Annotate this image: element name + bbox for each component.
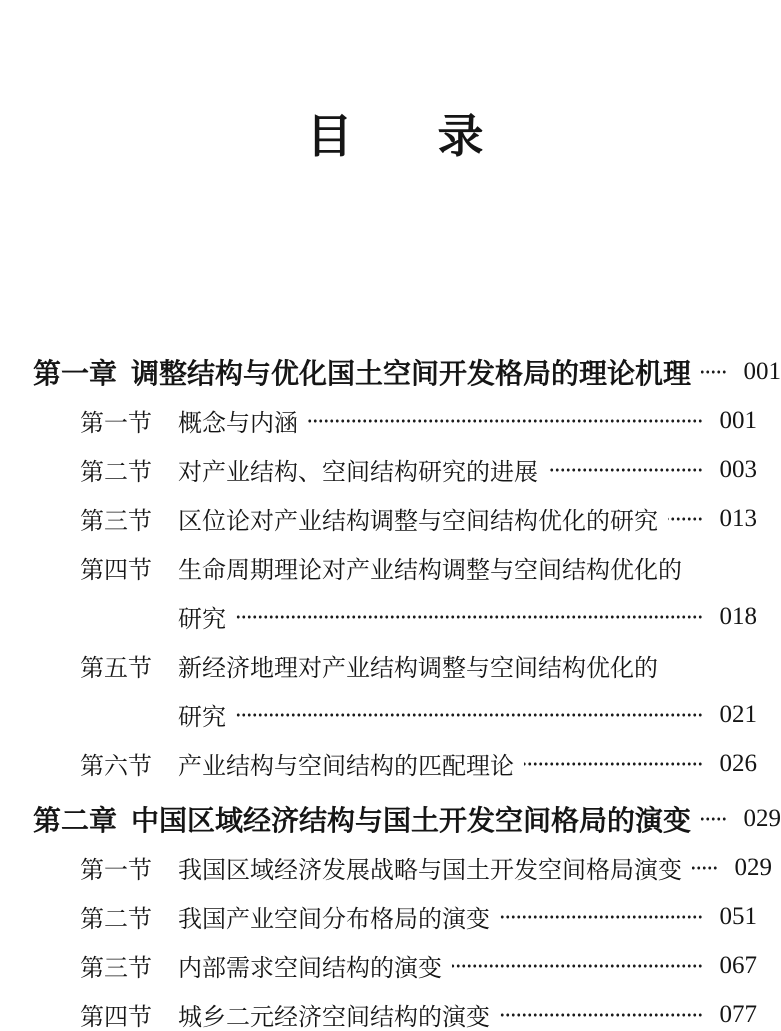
- page-number: 077: [719, 1000, 757, 1028]
- dot-leader: [308, 396, 703, 445]
- page-number: 001: [719, 406, 757, 434]
- section-number: 第一节: [80, 858, 152, 884]
- section-title-line2: 研究: [178, 607, 226, 633]
- section-number: 第六节: [80, 754, 152, 780]
- section-title: 产业结构与空间结构的匹配理论: [178, 754, 514, 780]
- page-number: 026: [719, 749, 757, 777]
- page-number: 029: [734, 853, 772, 881]
- toc-section-row: [33, 494, 757, 543]
- section-number: 第四节: [80, 1005, 152, 1031]
- page-number: 051: [719, 902, 757, 930]
- dot-leader: [701, 347, 727, 396]
- chapter-title: 调整结构与优化国土空间开发格局的理论机理: [131, 357, 692, 389]
- table-of-contents: [33, 347, 781, 1031]
- toc-section-row-line1: [33, 641, 757, 690]
- toc-section-row: [33, 892, 757, 941]
- section-title-line1: 生命周期理论对产业结构调整与空间结构优化的: [178, 558, 682, 584]
- toc-section-row: [33, 445, 757, 494]
- toc-section-row-line2: [33, 690, 757, 739]
- dot-leader: [668, 494, 703, 543]
- page-title: [33, 113, 757, 161]
- section-title: 概念与内涵: [178, 411, 298, 437]
- section-number: 第一节: [80, 411, 152, 437]
- chapter-number: 第一章: [33, 357, 118, 389]
- chapter-number: 第二章: [33, 804, 118, 836]
- toc-section-row: [33, 941, 757, 990]
- section-title: 对产业结构、空间结构研究的进展: [178, 460, 538, 486]
- section-title: 城乡二元经济空间结构的演变: [178, 1005, 490, 1031]
- page-number: 003: [719, 455, 757, 483]
- dot-leader: [452, 941, 703, 990]
- dot-leader: [524, 739, 703, 788]
- dot-leader: [500, 892, 703, 941]
- dot-leader: [236, 690, 703, 739]
- dot-leader: [701, 794, 727, 843]
- section-title: 我国区域经济发展战略与国土开发空间格局演变: [178, 858, 682, 884]
- section-title-line2: 研究: [178, 705, 226, 731]
- section-title-line1: 新经济地理对产业结构调整与空间结构优化的: [178, 656, 658, 682]
- section-number: 第三节: [80, 956, 152, 982]
- dot-leader: [548, 445, 703, 494]
- toc-section-row: [33, 396, 757, 445]
- section-title: 我国产业空间分布格局的演变: [178, 907, 490, 933]
- section-number: 第三节: [80, 509, 152, 535]
- page-number: 001: [743, 357, 781, 385]
- page-number: 018: [719, 602, 757, 630]
- section-title: 区位论对产业结构调整与空间结构优化的研究: [178, 509, 658, 535]
- section-title: 内部需求空间结构的演变: [178, 956, 442, 982]
- toc-section-row-line2: [33, 592, 757, 641]
- section-number: 第五节: [80, 656, 152, 682]
- dot-leader: [692, 843, 718, 892]
- toc-section-row-line1: [33, 543, 757, 592]
- chapter-title: 中国区域经济结构与国土开发空间格局的演变: [131, 804, 692, 836]
- title-char-mu: 目: [306, 111, 353, 162]
- section-number: 第四节: [80, 558, 152, 584]
- page-number: 013: [719, 504, 757, 532]
- toc-section-row: [33, 739, 757, 788]
- section-number: 第二节: [80, 460, 152, 486]
- dot-leader: [236, 592, 703, 641]
- dot-leader: [500, 990, 703, 1031]
- section-number: 第二节: [80, 907, 152, 933]
- page-number: 029: [743, 804, 781, 832]
- toc-section-row: [33, 990, 757, 1031]
- toc-chapter-1-row: [33, 347, 781, 396]
- page-number: 067: [719, 951, 757, 979]
- title-char-lu: 录: [437, 111, 484, 162]
- page-number: 021: [719, 700, 757, 728]
- toc-chapter-2-row: [33, 794, 781, 843]
- toc-section-row: [33, 843, 772, 892]
